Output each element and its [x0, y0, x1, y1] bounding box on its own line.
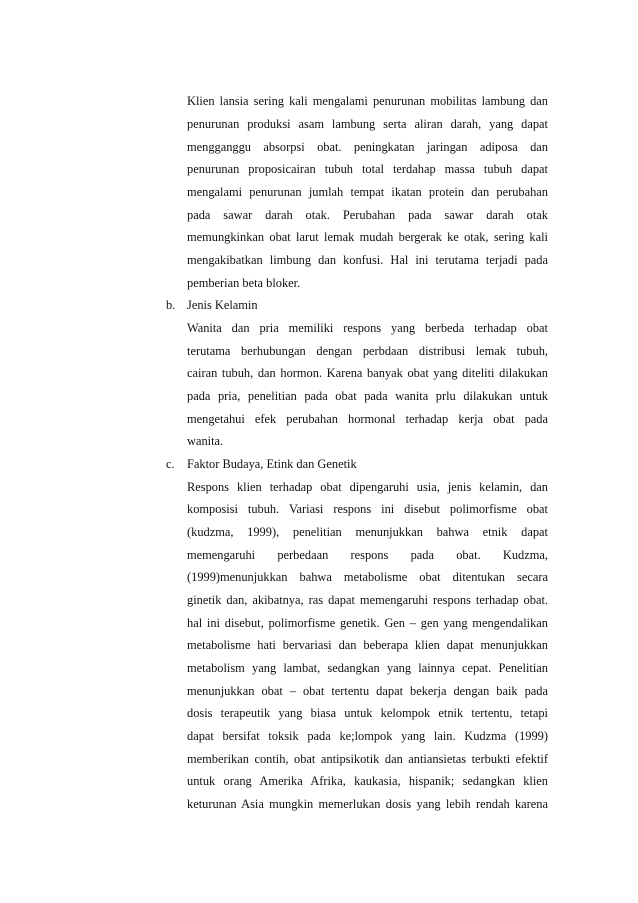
- paragraph-line: dosis terapeutik yang biasa untuk kelompok etnik tertentu, tetapi: [187, 706, 548, 720]
- paragraph-line: untuk orang Amerika Afrika, kaukasia, hispanik; sedangkan klien: [187, 774, 548, 788]
- paragraph-line: wanita.: [187, 434, 224, 448]
- paragraph-line: terutama berhubungan dengan perbdaan distribusi lemak tubuh,: [187, 344, 548, 358]
- paragraph-line: pada sawar darah otak. Perubahan pada sawar darah otak: [187, 208, 548, 222]
- paragraph-line: Respons klien terhadap obat dipengaruhi usia, jenis kelamin, dan: [187, 480, 548, 494]
- paragraph-line: ginetik dan, akibatnya, ras dapat memengaruhi respons terhadap obat.: [187, 593, 548, 607]
- paragraph-line: mengetahui efek perubahan hormonal terhadap kerja obat pada: [187, 412, 548, 426]
- section-title: Jenis Kelamin: [187, 298, 258, 312]
- paragraph-line: menunjukkan obat – obat tertentu dapat bekerja dengan baik pada: [187, 684, 548, 698]
- list-marker: c.: [166, 457, 175, 471]
- paragraph-line: pada pria, penelitian pada obat pada wanita prlu dilakukan untuk: [187, 389, 548, 403]
- list-marker: b.: [166, 298, 176, 312]
- paragraph-line: memengaruhi perbedaan respons pada obat. Kudzma,: [187, 548, 548, 562]
- paragraph-line: (kudzma, 1999), penelitian menunjukkan bahwa etnik dapat: [187, 525, 548, 539]
- paragraph-line: cairan tubuh, dan hormon. Karena banyak obat yang diteliti dilakukan: [187, 366, 548, 380]
- paragraph-line: mengalami penurunan jumlah tempat ikatan protein dan perubahan: [187, 185, 548, 199]
- paragraph-line: mengganggu absorpsi obat. peningkatan jaringan adiposa dan: [187, 140, 548, 154]
- paragraph-line: pemberian beta bloker.: [187, 276, 301, 290]
- paragraph-line: penurunan produksi asam lambung serta aliran darah, yang dapat: [187, 117, 548, 131]
- paragraph-line: Klien lansia sering kali mengalami penurunan mobilitas lambung dan: [187, 94, 548, 108]
- paragraph-line: komposisi tubuh. Variasi respons ini disebut polimorfisme obat: [187, 502, 548, 516]
- paragraph-line: (1999)menunjukkan bahwa metabolisme obat ditentukan secara: [187, 570, 548, 584]
- paragraph-line: metabolisme hati bervariasi dan beberapa klien dapat menunjukkan: [187, 638, 548, 652]
- section-heading-jenis-kelamin: [166, 297, 556, 313]
- paragraph-line: metabolism yang lambat, sedangkan yang lainnya cepat. Penelitian: [187, 661, 548, 675]
- paragraph-line: keturunan Asia mungkin memerlukan dosis yang lebih rendah karena: [187, 797, 548, 811]
- paragraph-line: hal ini disebut, polimorfisme genetik. Gen – gen yang mengendalikan: [187, 616, 548, 630]
- section-heading-faktor-budaya: [166, 456, 556, 472]
- paragraph-line: Wanita dan pria memiliki respons yang berbeda terhadap obat: [187, 321, 548, 335]
- paragraph-line: penurunan proposicairan tubuh total terdahap massa tubuh dapat: [187, 162, 548, 176]
- paragraph-line: mengakibatkan limbung dan konfusi. Hal ini terutama terjadi pada: [187, 253, 548, 267]
- paragraph-line: memungkinkan obat larut lemak mudah bergerak ke otak, sering kali: [187, 230, 548, 244]
- paragraph-line: memberikan contih, obat antipsikotik dan antiansietas terbukti efektif: [187, 752, 548, 766]
- section-title: Faktor Budaya, Etink dan Genetik: [187, 457, 357, 471]
- paragraph-line: dapat bersifat toksik pada ke;lompok yang lain. Kudzma (1999): [187, 729, 548, 743]
